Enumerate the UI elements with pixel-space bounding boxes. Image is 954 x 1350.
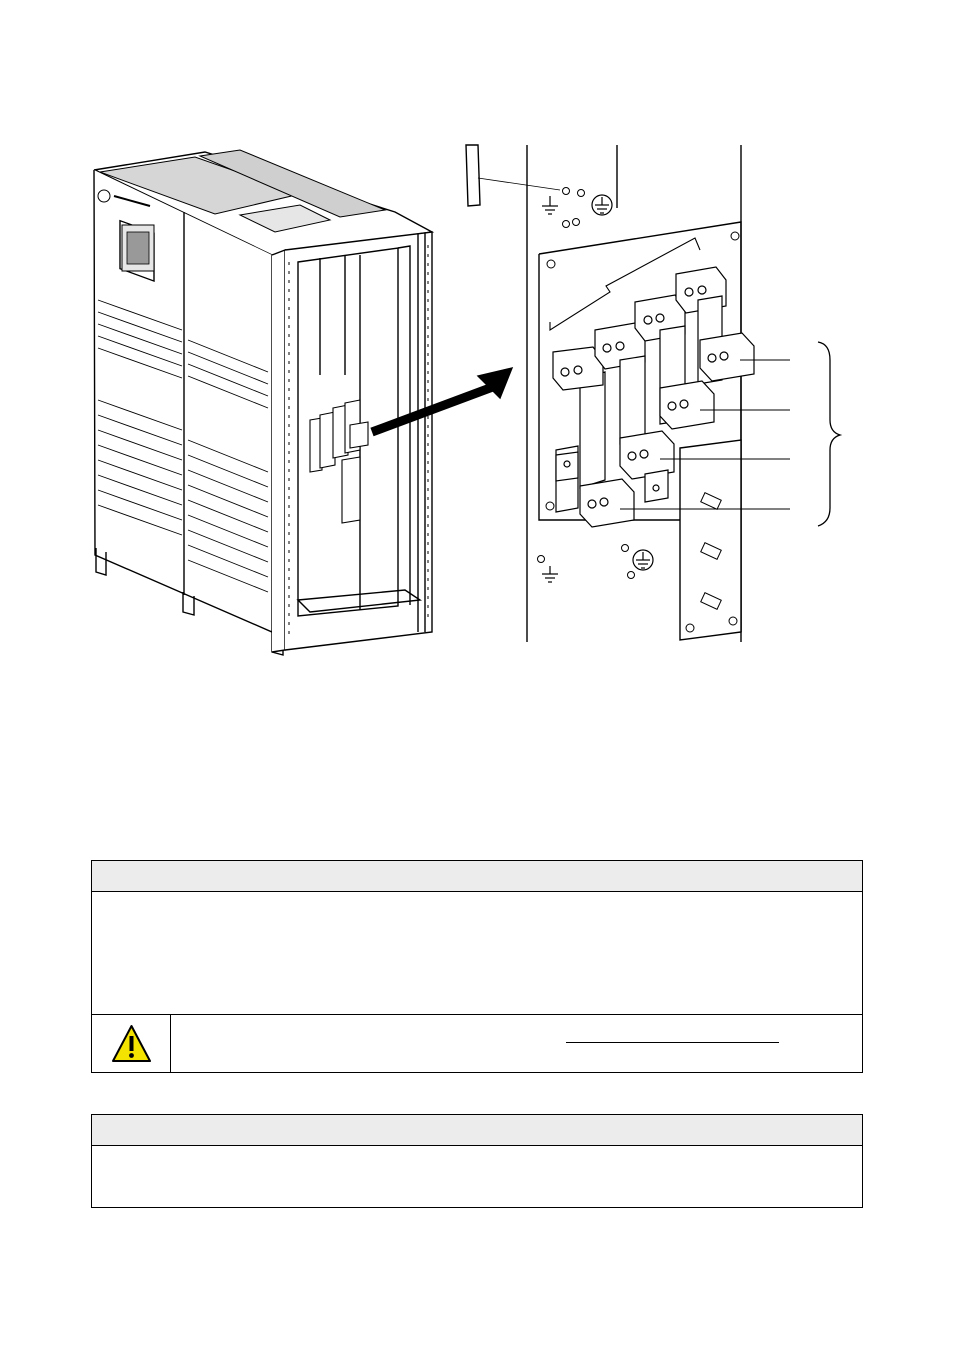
table-1-header (92, 861, 862, 892)
curly-brace (818, 342, 840, 526)
table-2-header (92, 1115, 862, 1146)
warning-icon-cell (92, 1015, 171, 1072)
ground-symbol (542, 196, 558, 214)
terminal-detail-drawing (466, 145, 840, 642)
warning-triangle-icon (92, 1015, 171, 1073)
table-1-body (92, 892, 862, 908)
protective-earth-symbol (592, 195, 612, 215)
info-table-1 (91, 860, 863, 1073)
ground-symbol-bottom (538, 556, 559, 583)
warning-underline (566, 1042, 779, 1043)
table-2-body (92, 1146, 862, 1162)
ups-cabinet-drawing (94, 150, 432, 655)
protective-earth-symbol-bottom (622, 545, 654, 579)
info-table-2 (91, 1114, 863, 1208)
warning-row (92, 1014, 862, 1072)
